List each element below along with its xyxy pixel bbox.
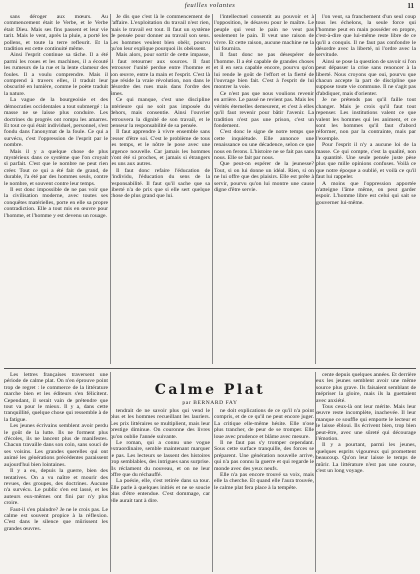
paragraph: Ce n'est pas que nous voulions revenir en arrière. Le passé ne revient pas. Mais les vérités éternelles demeurent, et c'est à elles qu'il faut revenir pour bâtir l'avenir. La tradition n'est pas une prison, c'est un fondement. bbox=[214, 90, 314, 129]
paragraph: Il y a pourtant, parmi les jeunes, quelques esprits vigoureux qui promettent beaucoup. Qu'on leur laisse le temps de mûrir. La littérature n'est pas une course, c'est un long voyage. bbox=[316, 442, 416, 475]
article-column-4 bbox=[316, 372, 416, 572]
paragraph: Faut-il s'en plaindre? Je ne le crois pas. Le calme est souvent propice à la réflexion. C'est dans le silence que mûrissent les grandes œuvres. bbox=[4, 506, 108, 532]
top-columns bbox=[4, 14, 416, 366]
paragraph: Que peut-on espérer de la jeunesse? Tout, si on lui donne un idéal. Rien, si on ne lui offre que des plaisirs. Elle est prête à servir, pourvu qu'on lui montre une cause digne d'être servie. bbox=[214, 161, 314, 193]
article-column-2 bbox=[110, 408, 210, 572]
paragraph: Elle n'a pas encore trouvé sa voix, mais elle la cherche. Et quand elle l'aura trouvée, le calme plat fera place à la tempête. bbox=[214, 472, 314, 491]
paragraph: sans déroger aux mœurs. Au commencement était le Verbe, et le Verbe était Dieu. Mais ses fins passent et leur vie tarit. Mais le vent, après la pluie, a porté les pollens, et toute la terre refleurit. Et la tradition est cette continuité même. bbox=[4, 14, 108, 53]
article-headline bbox=[140, 382, 280, 406]
column-divider bbox=[110, 14, 111, 364]
paragraph: A moins que l'oppression apportée n'atteigne l'âme même, on peut garder espoir. L'homme libre est celui qui sait se gouverner lui-même. bbox=[316, 180, 416, 206]
paragraph: Les lettres françaises traversent une période de calme plat. On n'en éprouve point trop de regret : le commerce de la littérature marche bien et les éditeurs s'en félicitent. Cependant, il serait vain de prétendre que tout va pour le mieux. Il y a, dans cette tranquillité, quelque chose qui ressemble à de la fatigue. bbox=[4, 372, 108, 423]
paragraph: Ainsi se pose la question de savoir si l'on peut dépasser la crise sans renoncer à la liberté. Nous croyons que oui, pourvu que chacun accepte la part de discipline que suppose toute vie commune. Il ne s'agit pas d'abdiquer, mais d'orienter. bbox=[316, 58, 416, 97]
paragraph: Les jeunes écrivains semblent avoir perdu le goût de la lutte. Ils ne forment plus d'écoles, ils ne lancent plus de manifestes. Chacun travaille dans son coin, sans souci de ses voisins. Les grandes querelles qui ont animé les générations précédentes paraissent aujourd'hui bien lointaines. bbox=[4, 423, 108, 468]
top-column-1 bbox=[4, 14, 108, 366]
paragraph: Il faut donc ne pas désespérer de l'homme. Il a été capable de grandes choses et il en sera capable encore, pourvu qu'on lui rende le goût de l'effort et la fierté de l'ouvrage bien fait. C'est à l'esprit de lui montrer la voie. bbox=[214, 52, 314, 91]
paragraph: Je dis que c'est là le commencement de l'affaire. L'exploitation du travail n'est rien, mais le travail est tout. Il faut un système de pensée pour donner au travail son sens. Les hommes veulent bien obéir, pourvu qu'on leur explique pourquoi ils obéissent. bbox=[110, 14, 210, 53]
column-divider bbox=[110, 372, 111, 572]
running-title: feuilles volantes bbox=[184, 2, 236, 9]
paragraph: Il y a eu, depuis la guerre, bien des tentatives. On a vu naître et mourir des revues, des groupes, des doctrines. Aucune n'a survécu. Le public s'en est lassé, et les auteurs eux-mêmes ont fini par n'y plus croire. bbox=[4, 468, 108, 507]
paragraph: tendrait de ne savoir plus qui vend le plus et les hommes recueillant les lauriers. Les prix littéraires se multiplient, mais leur prestige diminue. On couronne des livres qu'on oublie l'année suivante. bbox=[110, 408, 210, 440]
top-column-3 bbox=[214, 14, 314, 366]
column-divider bbox=[212, 408, 213, 572]
paragraph: Mais il y a quelque chose de plus mystérieux dans ce système que l'on croyait si parfait. C'est que le nombre ne peut rien créer. Tout ce qui a été fait de grand, de durable, l'a été par des hommes seuls, contre le nombre, et souvent contre leur temps. bbox=[4, 148, 108, 187]
paragraph: l'on veut, sa franchement d'un seul coup tous les échelons, la seule force qui l'homme peut en main posséder en propre, c'est-à-dire que lui-même reste libre de ce qu'il a conquis. Il ne faut pas confondre le désordre avec la liberté, ni l'ordre avec la servitude. bbox=[316, 14, 416, 59]
article-column-3 bbox=[214, 408, 314, 572]
column-divider bbox=[315, 372, 316, 572]
paragraph: l'intellectuel consentit au pouvoir et à l'opposition, le désaveu pour le maître. Le peuple qui veut le pain ne veut pas seulement le pain. Il veut une raison de vivre. Et cette raison, aucune machine ne la lui fournira. bbox=[214, 14, 314, 53]
paragraph: ne doit explications de ce qu'il n'a point compris, et de ce qu'il ne peut encore juger. La critique elle-même hésite. Elle n'ose plus trancher, de peur de se tromper. Elle loue avec prudence et blâme avec mesure. bbox=[214, 408, 314, 440]
paragraph: La vague de la bourgeoisie et des démocraties occidentales a tout submergé : la masse ne se laisse plus conduire. Les doctrines du progrès ont rompu les amarres. Et tout ce qui était individuel, personnel, s'est fondu dans l'anonymat de la foule. Ce qui a survécu, c'est l'oppression de l'esprit par le nombre. bbox=[4, 97, 108, 149]
paragraph: Tous ceux-là ont leur mérite. Mais leur œuvre reste incomplète, inachevée. Il leur manque ce souffle qui emporte le lecteur et le laisse ébloui. Ils écrivent bien, trop bien peut-être, avec une sûreté qui décourage l'émotion. bbox=[316, 404, 416, 443]
paragraph: Le roman, qui a connu une vogue extraordinaire, semble maintenant marquer le pas. Les lecteurs se lassent des histoires trop semblables, des intrigues sans surprise. Ils réclament du nouveau, et on ne leur offre que du réchauffé. bbox=[110, 440, 210, 479]
column-divider bbox=[315, 14, 316, 364]
paragraph: La poésie, elle, s'est retirée dans sa tour. Elle parle à quelques initiés et ne se soucie plus d'être entendue. C'est dommage, car elle aurait tant à dire. bbox=[110, 478, 210, 504]
paragraph: Il ne faut pas s'y tromper cependant. Sous cette surface tranquille, des forces se préparent. Une génération nouvelle arrive, qui n'a pas connu la guerre et qui regarde le monde avec des yeux neufs. bbox=[214, 440, 314, 472]
paragraph: Pour l'esprit il n'y a aucune loi de la masse. Ce qui compte, c'est la qualité, non la quantité. Une seule pensée juste pèse plus que mille opinions confuses. Voilà ce que notre époque a oublié, et voilà ce qu'il faut lui rappeler. bbox=[316, 142, 416, 181]
article-column-1 bbox=[4, 372, 108, 572]
article-byline: par BERNARD FAY bbox=[182, 400, 238, 406]
paragraph: Ce qui manque, c'est une discipline intérieure qui ne soit pas imposée du dehors, mais consentie. Ainsi l'ouvrier retrouvera la dignité de son travail, et le penseur la responsabilité de sa pensée. bbox=[110, 97, 210, 129]
top-column-4 bbox=[316, 14, 416, 366]
page-header bbox=[0, 0, 420, 14]
paragraph: C'est donc le signe de notre temps que cette inquiétude. Elle annonce une renaissance ou une décadence, selon ce que nous en ferons. L'histoire ne se fait pas sans nous. Elle se fait par nous. bbox=[214, 129, 314, 161]
page-number: 11 bbox=[407, 2, 414, 10]
paragraph: Je ne prétends pas qu'il faille tout changer. Mais je crois qu'il faut tout repenser. Les institutions valent ce que valent les hommes qui les animent, et ce sont les hommes qu'il faut d'abord réformer, non par la contrainte, mais par l'exemple. bbox=[316, 97, 416, 142]
paragraph: Il faut donc refaire l'éducation de l'individu, l'éducation du sens de la responsabilité. Il faut qu'il sache que sa liberté n'a de prix que si elle sert quelque chose de plus grand que lui. bbox=[110, 167, 210, 200]
paragraph: Mais alors, pour sortir de cette impasse, il faut retourner aux sources. Il faut retrouver l'unité perdue entre l'homme et son œuvre, entre la main et l'esprit. C'est là que réside la vraie révolution, non dans le désordre des rues mais dans l'ordre des âmes. bbox=[110, 52, 210, 97]
paragraph: Il est donc impossible de ne pas voir que la civilisation moderne, avec toutes ses conquêtes matérielles, porte en elle sa propre contradiction. Elle a tout mis en œuvre pour l'homme, et l'homme y est devenu un rouage. bbox=[4, 186, 108, 219]
paragraph: cente depuis quelques années. Et derrière eux les jeunes semblent avoir une même source plus grave. Ils faisaient semblant de mépriser la gloire, mais ils la guettaient avec anxiété. bbox=[316, 372, 416, 404]
section-divider bbox=[4, 368, 416, 369]
article-title: Calme Plat bbox=[154, 382, 266, 398]
paragraph: Il faut apprendre à vivre ensemble sans cesser d'être soi. C'est le problème de tous les temps, et le nôtre le pose avec une urgence nouvelle. Car jamais les hommes n'ont été si proches, et jamais si étrangers les uns aux autres. bbox=[110, 129, 210, 168]
paragraph: Ainsi l'esprit continue sa tâche. Il a été parmi les roues et les machines, il a écouté les rumeurs de la rue et la lente clameur des foules. Il a voulu comprendre. Mais il comprend à travers elles, il traduit leur obscurité en lumière, comme le poète traduit la nature. bbox=[4, 52, 108, 97]
column-divider bbox=[212, 14, 213, 364]
top-column-2 bbox=[110, 14, 210, 366]
